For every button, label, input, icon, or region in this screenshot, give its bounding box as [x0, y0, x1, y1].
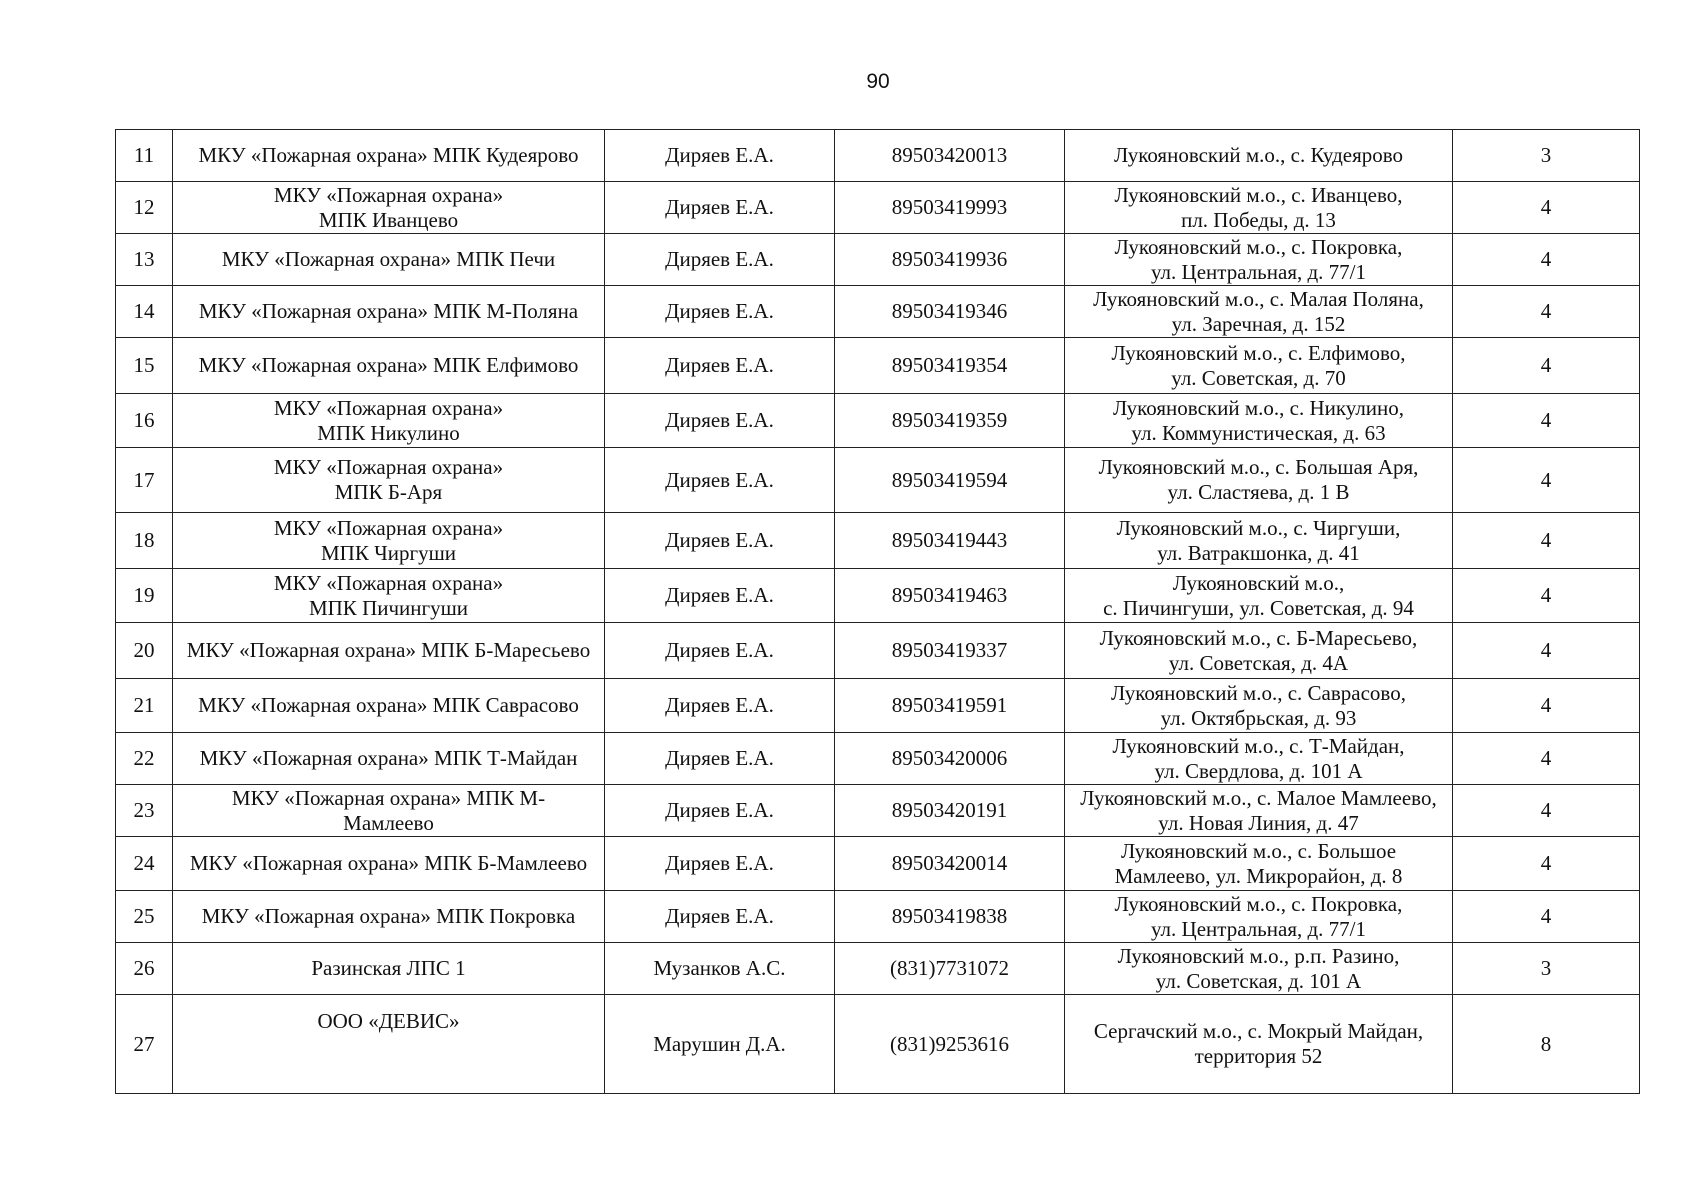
organization-cell: МКУ «Пожарная охрана» МПК Б-Маресьево [173, 623, 605, 679]
address-cell: Лукояновский м.о., с. Малое Мамлеево, ул. Новая Линия, д. 47 [1065, 785, 1453, 837]
count-cell: 4 [1453, 234, 1640, 286]
count-cell: 4 [1453, 513, 1640, 569]
head-name-cell: Диряев Е.А. [605, 130, 835, 182]
count-cell: 4 [1453, 448, 1640, 513]
organization-cell: МКУ «Пожарная охрана» МПК Кудеярово [173, 130, 605, 182]
address-cell: Лукояновский м.о., с. Покровка, ул. Центральная, д. 77/1 [1065, 891, 1453, 943]
head-name-cell: Диряев Е.А. [605, 891, 835, 943]
phone-cell: (831)7731072 [835, 943, 1065, 995]
address-cell: Лукояновский м.о., с. Никулино, ул. Коммунистическая, д. 63 [1065, 394, 1453, 448]
row-number-cell: 25 [116, 891, 173, 943]
address-cell: Лукояновский м.о., с. Саврасово, ул. Октябрьская, д. 93 [1065, 679, 1453, 733]
address-cell: Лукояновский м.о., с. Покровка, ул. Центральная, д. 77/1 [1065, 234, 1453, 286]
head-name-cell: Диряев Е.А. [605, 448, 835, 513]
phone-cell: 89503420191 [835, 785, 1065, 837]
address-cell: Лукояновский м.о., с. Чиргуши, ул. Ватракшонка, д. 41 [1065, 513, 1453, 569]
head-name-cell: Марушин Д.А. [605, 995, 835, 1094]
organization-cell: МКУ «Пожарная охрана» МПК Покровка [173, 891, 605, 943]
organization-cell: МКУ «Пожарная охрана» МПК Б-Аря [173, 448, 605, 513]
table-row [116, 679, 1640, 733]
phone-cell: 89503419936 [835, 234, 1065, 286]
organization-cell: МКУ «Пожарная охрана» МПК Никулино [173, 394, 605, 448]
phone-cell: (831)9253616 [835, 995, 1065, 1094]
count-cell: 4 [1453, 623, 1640, 679]
organization-cell: ООО «ДЕВИС» [173, 995, 605, 1094]
phone-cell: 89503419337 [835, 623, 1065, 679]
row-number-cell: 14 [116, 286, 173, 338]
count-cell: 4 [1453, 837, 1640, 891]
head-name-cell: Диряев Е.А. [605, 286, 835, 338]
phone-cell: 89503419594 [835, 448, 1065, 513]
organization-cell: МКУ «Пожарная охрана» МПК Б-Мамлеево [173, 837, 605, 891]
count-cell: 4 [1453, 785, 1640, 837]
address-cell: Лукояновский м.о., с. Пичингуши, ул. Советская, д. 94 [1065, 569, 1453, 623]
row-number-cell: 17 [116, 448, 173, 513]
phone-cell: 89503419354 [835, 338, 1065, 394]
count-cell: 3 [1453, 130, 1640, 182]
head-name-cell: Музанков А.С. [605, 943, 835, 995]
head-name-cell: Диряев Е.А. [605, 623, 835, 679]
address-cell: Лукояновский м.о., р.п. Разино, ул. Советская, д. 101 А [1065, 943, 1453, 995]
table-row [116, 286, 1640, 338]
row-number-cell: 21 [116, 679, 173, 733]
head-name-cell: Диряев Е.А. [605, 513, 835, 569]
row-number-cell: 26 [116, 943, 173, 995]
phone-cell: 89503419443 [835, 513, 1065, 569]
table-row [116, 182, 1640, 234]
phone-cell: 89503419993 [835, 182, 1065, 234]
row-number-cell: 16 [116, 394, 173, 448]
organization-cell: МКУ «Пожарная охрана» МПК Саврасово [173, 679, 605, 733]
table-row [116, 394, 1640, 448]
fire-units-table [115, 129, 1640, 1094]
count-cell: 4 [1453, 286, 1640, 338]
organization-cell: МКУ «Пожарная охрана» МПК Пичингуши [173, 569, 605, 623]
organization-cell: МКУ «Пожарная охрана» МПК Елфимово [173, 338, 605, 394]
address-cell: Лукояновский м.о., с. Т-Майдан, ул. Свердлова, д. 101 А [1065, 733, 1453, 785]
address-cell: Лукояновский м.о., с. Иванцево, пл. Победы, д. 13 [1065, 182, 1453, 234]
row-number-cell: 11 [116, 130, 173, 182]
count-cell: 4 [1453, 679, 1640, 733]
table-row [116, 891, 1640, 943]
row-number-cell: 15 [116, 338, 173, 394]
phone-cell: 89503419463 [835, 569, 1065, 623]
count-cell: 4 [1453, 182, 1640, 234]
row-number-cell: 20 [116, 623, 173, 679]
table-row [116, 130, 1640, 182]
table-row [116, 733, 1640, 785]
address-cell: Лукояновский м.о., с. Елфимово, ул. Советская, д. 70 [1065, 338, 1453, 394]
phone-cell: 89503419359 [835, 394, 1065, 448]
row-number-cell: 24 [116, 837, 173, 891]
phone-cell: 89503419591 [835, 679, 1065, 733]
count-cell: 8 [1453, 995, 1640, 1094]
address-cell: Лукояновский м.о., с. Б-Маресьево, ул. Советская, д. 4А [1065, 623, 1453, 679]
head-name-cell: Диряев Е.А. [605, 338, 835, 394]
organization-cell: МКУ «Пожарная охрана» МПК Чиргуши [173, 513, 605, 569]
table-row [116, 234, 1640, 286]
count-cell: 4 [1453, 891, 1640, 943]
table-row [116, 995, 1640, 1094]
table-row [116, 837, 1640, 891]
organization-cell: МКУ «Пожарная охрана» МПК М-Поляна [173, 286, 605, 338]
table-row [116, 785, 1640, 837]
organization-cell: МКУ «Пожарная охрана» МПК М- Мамлеево [173, 785, 605, 837]
table-row [116, 569, 1640, 623]
organization-cell: МКУ «Пожарная охрана» МПК Печи [173, 234, 605, 286]
row-number-cell: 19 [116, 569, 173, 623]
row-number-cell: 12 [116, 182, 173, 234]
row-number-cell: 27 [116, 995, 173, 1094]
table-row [116, 513, 1640, 569]
count-cell: 3 [1453, 943, 1640, 995]
address-cell: Лукояновский м.о., с. Малая Поляна, ул. Заречная, д. 152 [1065, 286, 1453, 338]
table-row [116, 943, 1640, 995]
address-cell: Сергачский м.о., с. Мокрый Майдан, территория 52 [1065, 995, 1453, 1094]
row-number-cell: 23 [116, 785, 173, 837]
count-cell: 4 [1453, 569, 1640, 623]
row-number-cell: 13 [116, 234, 173, 286]
page-number: 90 [866, 70, 890, 93]
organization-cell: МКУ «Пожарная охрана» МПК Т-Майдан [173, 733, 605, 785]
head-name-cell: Диряев Е.А. [605, 837, 835, 891]
count-cell: 4 [1453, 394, 1640, 448]
address-cell: Лукояновский м.о., с. Кудеярово [1065, 130, 1453, 182]
head-name-cell: Диряев Е.А. [605, 785, 835, 837]
table-row [116, 623, 1640, 679]
count-cell: 4 [1453, 338, 1640, 394]
head-name-cell: Диряев Е.А. [605, 182, 835, 234]
address-cell: Лукояновский м.о., с. Большая Аря, ул. Сластяева, д. 1 В [1065, 448, 1453, 513]
head-name-cell: Диряев Е.А. [605, 394, 835, 448]
organization-cell: Разинская ЛПС 1 [173, 943, 605, 995]
head-name-cell: Диряев Е.А. [605, 234, 835, 286]
organization-cell: МКУ «Пожарная охрана» МПК Иванцево [173, 182, 605, 234]
row-number-cell: 22 [116, 733, 173, 785]
head-name-cell: Диряев Е.А. [605, 679, 835, 733]
count-cell: 4 [1453, 733, 1640, 785]
phone-cell: 89503419346 [835, 286, 1065, 338]
head-name-cell: Диряев Е.А. [605, 733, 835, 785]
head-name-cell: Диряев Е.А. [605, 569, 835, 623]
phone-cell: 89503420013 [835, 130, 1065, 182]
address-cell: Лукояновский м.о., с. Большое Мамлеево, ул. Микрорайон, д. 8 [1065, 837, 1453, 891]
phone-cell: 89503420014 [835, 837, 1065, 891]
row-number-cell: 18 [116, 513, 173, 569]
table-row [116, 448, 1640, 513]
phone-cell: 89503420006 [835, 733, 1065, 785]
phone-cell: 89503419838 [835, 891, 1065, 943]
table-row [116, 338, 1640, 394]
